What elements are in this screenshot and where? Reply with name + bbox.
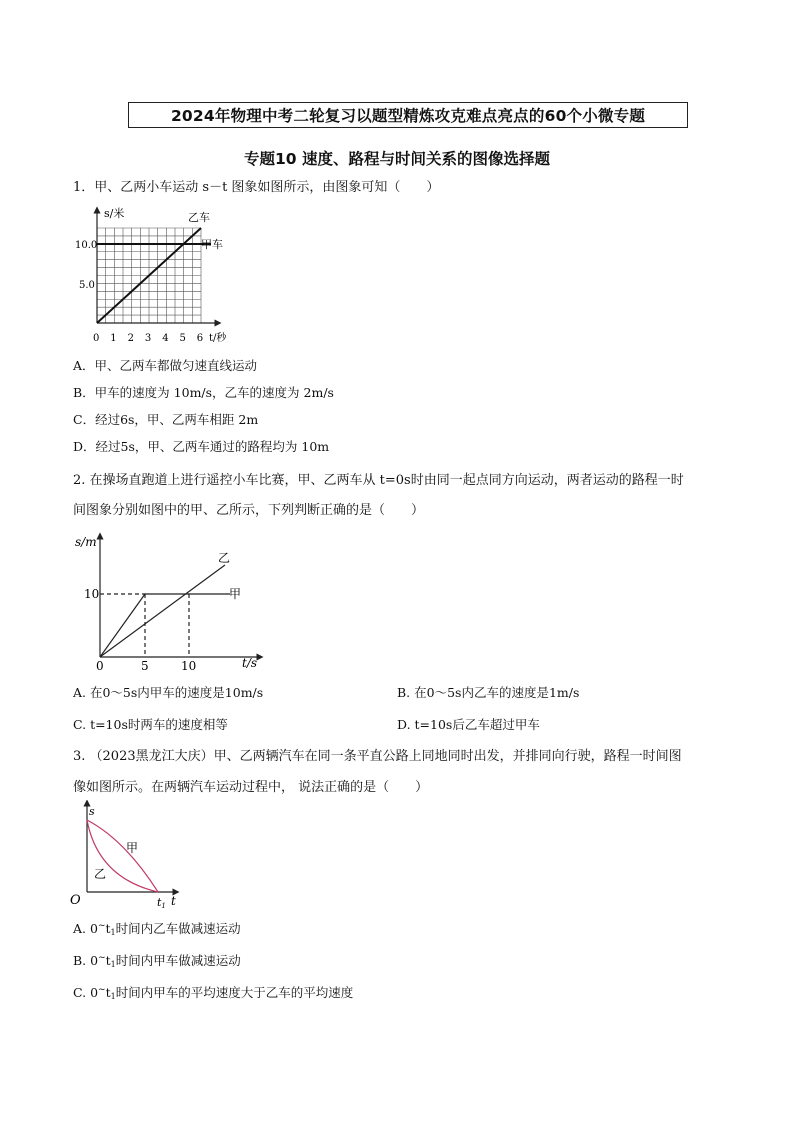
- q3-curve-yi: [87, 820, 158, 892]
- q1-label-jia: 甲车: [201, 238, 223, 251]
- q1-x-tick: 4: [162, 333, 169, 344]
- q2-stem-line2: 间图象分别如图中的甲、乙所示，下列判断正确的是（ ）: [73, 503, 425, 518]
- q2-x-tick-0: 0: [96, 659, 104, 673]
- q1-y-label: s/米: [104, 207, 125, 220]
- q2-label-yi: 乙: [218, 551, 231, 565]
- q2-x-label: t/s: [242, 656, 258, 670]
- q2-line-jia-rise: [100, 594, 145, 657]
- q3-label-jia: 甲: [126, 841, 139, 855]
- q2-x-tick-5: 5: [141, 659, 149, 673]
- q1-graph: [70, 205, 270, 350]
- q1-x-tick: 2: [127, 333, 134, 344]
- q2-stem-line1: 2. 在操场直跑道上进行遥控小车比赛，甲、乙两车从 t=0s时由同一起点同方向运动，两者运动的路程一时: [73, 473, 684, 488]
- q3-stem-line2: 像如图所示。在两辆汽车运动过程中， 说法正确的是（ ）: [73, 780, 429, 795]
- q1-x-tick: 1: [110, 333, 117, 344]
- q2-x-tick-10: 10: [181, 659, 197, 673]
- q1-y-tick-5: 5.0: [79, 280, 95, 291]
- q1-option-d[interactable]: D．经过5s，甲、乙两车通过的路程均为 10m: [73, 439, 330, 454]
- page-subtitle: 专题10 速度、路程与时间关系的图像选择题: [244, 150, 550, 168]
- q1-x-tick: 3: [144, 333, 152, 344]
- q1-x-tick: 6: [196, 333, 204, 344]
- q3-option-a[interactable]: A. $0^\sim t_1$时间内乙车做减速运动: [73, 921, 241, 938]
- q2-label-jia: 甲: [229, 587, 242, 601]
- q2-option-b[interactable]: B. 在0～5s内乙车的速度是1m/s: [397, 685, 580, 700]
- q1-label-yi: 乙车: [188, 211, 210, 224]
- q2-y-label: s/m: [75, 535, 97, 549]
- q3-origin: O: [70, 893, 81, 908]
- q3-x-label: t: [171, 894, 176, 908]
- q2-option-d[interactable]: D. t=10s后乙车超过甲车: [397, 717, 540, 732]
- q1-x-tick: 5: [179, 333, 186, 344]
- q3-y-label: s: [89, 805, 95, 818]
- q1-x-label: t/秒: [209, 333, 227, 344]
- q1-y-tick-10: 10.0: [75, 240, 98, 251]
- q3-curve-jia: [87, 820, 158, 892]
- q1-stem: 1．甲、乙两小车运动 s－t 图象如图所示，由图象可知（ ）: [73, 180, 440, 195]
- q2-line-yi: [100, 565, 225, 657]
- q3-option-b[interactable]: B. $0^\sim t_1$时间内甲车做减速运动: [73, 953, 241, 970]
- page-header-title: 2024年物理中考二轮复习以题型精炼攻克难点亮点的60个小微专题: [128, 102, 688, 128]
- q2-y-tick-10: 10: [84, 587, 100, 601]
- q3-option-c[interactable]: C. $0^\sim t_1$时间内甲车的平均速度大于乙车的平均速度: [73, 985, 354, 1002]
- q1-option-a[interactable]: A．甲、乙两车都做匀速直线运动: [73, 358, 258, 373]
- q3-t1-label: t1: [157, 896, 166, 910]
- q1-option-c[interactable]: C．经过6s，甲、乙两车相距 2m: [73, 412, 259, 427]
- q1-x-tick: 0: [93, 333, 100, 344]
- q1-option-b[interactable]: B．甲车的速度为 10m/s，乙车的速度为 2m/s: [73, 385, 334, 400]
- q2-graph: [70, 530, 270, 675]
- q2-option-c[interactable]: C. t=10s时两车的速度相等: [73, 717, 228, 732]
- q3-label-yi: 乙: [94, 867, 107, 881]
- q3-stem-line1: 3. （2023黑龙江大庆）甲、乙两辆汽车在同一条平直公路上同地同时出发，并排同向行驶，路程一时间图: [73, 749, 682, 764]
- q2-option-a[interactable]: A. 在0～5s内甲车的速度是10m/s: [73, 685, 264, 700]
- q3-graph: [70, 800, 200, 915]
